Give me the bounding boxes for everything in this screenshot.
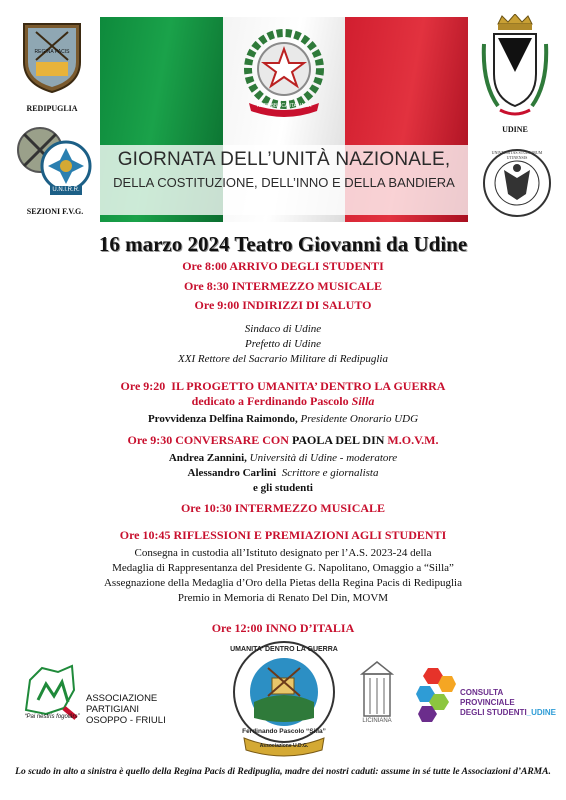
coat-of-arms-icon: [480, 14, 550, 122]
conversare-guest: PAOLA DEL DIN: [291, 433, 388, 447]
osoppo-map-icon: [20, 660, 80, 720]
progetto-speaker-name: Provvidenza Delfina Raimondo,: [147, 413, 298, 425]
program-inno: Ore 12:00 INNO D’ITALIA: [211, 621, 355, 635]
consulta-logo: [416, 666, 558, 728]
osoppo-logo: [20, 660, 170, 728]
udine-coat-of-arms-logo: [480, 14, 550, 122]
liciniana-logo: [360, 660, 394, 728]
banner-title-line1: GIORNATA DELL’UNITÀ NAZIONALE,: [117, 149, 451, 170]
udg-seal-icon: [230, 638, 338, 758]
consulta-hexagons-icon: [416, 666, 456, 722]
redipuglia-caption: REDIPUGLIA: [26, 104, 78, 113]
sezioni-medals-logo: [10, 120, 98, 204]
udine-caption: UDINE: [502, 125, 528, 134]
progetto-title: IL PROGETTO UMANITA’ DENTRO LA GUERRA: [171, 379, 446, 393]
conversare-panelist-2: [0, 466, 566, 481]
unirr-text: U.N.I.R.R.: [52, 187, 80, 193]
redipuglia-shield-logo: [22, 22, 82, 94]
event-date-venue: 16 marzo 2024 Teatro Giovanni da Udine: [98, 232, 468, 256]
udg-arc-bottom: Ferdinando Pascolo “Silla”: [242, 728, 326, 735]
conversare-honor: M.O.V.M.: [387, 433, 439, 447]
emblem-ribbon-text: REPUBBLICA ITALIANA: [256, 103, 312, 109]
conversare-prefix: Ore 9:30 CONVERSARE CON: [127, 433, 292, 447]
udg-association-logo: [230, 638, 338, 758]
liciniana-text: LICINIANA: [362, 718, 392, 724]
riflessioni-line-4: Premio in Memoria di Renato Del Din, MOVM: [177, 592, 389, 604]
conversare-students: e gli studenti: [253, 482, 313, 494]
progetto-speaker-role: Presidente Onorario UDG: [300, 413, 419, 425]
consulta-line-2: DEGLI STUDENTI: [460, 708, 527, 717]
consulta-name: [460, 688, 558, 718]
conversare-panelist-1: [0, 451, 566, 466]
riflessioni-line-1: Consegna in custodia all’Istituto designato per l’A.S. 2023-24 della: [134, 547, 432, 559]
riflessioni-line-3: Assegnazione della Medaglia d’Oro della Pietas della Regina Pacis di Redipuglia: [103, 577, 462, 589]
panelist-1-role: Università di Udine - moderatore: [249, 452, 398, 464]
saluto-speaker-2: Prefetto di Udine: [245, 338, 321, 350]
udg-arc-top: UMANITA’ DENTRO LA GUERRA: [230, 646, 338, 653]
osoppo-name-line-1: ASSOCIAZIONE: [86, 693, 158, 704]
panelist-2-role: Scrittore e giornalista: [281, 467, 379, 479]
osoppo-name-line-3: OSOPPO - FRIULI: [86, 715, 166, 726]
program-saluto: Ore 9:00 INDIRIZZI DI SALUTO: [194, 298, 372, 312]
panelist-1-name: Andrea Zannini,: [168, 452, 247, 464]
panelist-2-name: Alessandro Carlini: [187, 467, 277, 479]
building-icon: [360, 660, 394, 718]
osoppo-name: [86, 693, 166, 726]
program-intermezzo-1: Ore 8:30 INTERMEZZO MUSICALE: [183, 279, 383, 293]
university-seal-logo: [482, 148, 552, 218]
program-intermezzo-2: Ore 10:30 INTERMEZZO MUSICALE: [180, 501, 386, 515]
osoppo-motto: “Pai nestris fogolârs”: [24, 714, 80, 720]
sezioni-caption: SEZIONI F.V.G.: [26, 207, 84, 216]
redipuglia-shield-text: REGINA PACIS: [34, 49, 70, 55]
shield-icon: [22, 22, 82, 94]
saluto-speaker-3: XXI Rettore del Sacrario Militare di Redipuglia: [178, 353, 388, 365]
program-conversare: [0, 433, 566, 448]
progetto-time: Ore 9:20: [120, 379, 166, 393]
program-progetto: [0, 379, 566, 394]
consulta-line-2-suffix: _UDINE: [526, 708, 557, 717]
osoppo-name-line-2: PARTIGIANI: [86, 704, 139, 715]
progetto-dedica-nick: Silla: [351, 394, 375, 408]
university-seal-text: UNIVERSITAS STUDIORUM UTINENSIS: [491, 150, 543, 160]
consulta-line-1: CONSULTA PROVINCIALE: [460, 688, 515, 707]
udg-ribbon-text: Associazione U.D.G.: [259, 743, 309, 749]
saluto-speaker-1: Sindaco di Udine: [244, 323, 322, 335]
footer-note: Lo scudo in alto a sinistra è quello della Regina Pacis di Redipuglia, madre dei nostri caduti: assume in sé tutte le Associazioni d’ARMA.: [15, 767, 551, 777]
program-arrivo: Ore 8:00 ARRIVO DEGLI STUDENTI: [182, 259, 384, 273]
banner-title-line2: DELLA COSTITUZIONE, DELL’INNO E DELLA BANDIERA: [113, 175, 455, 190]
progetto-speaker: [0, 413, 566, 425]
progetto-dedica: [0, 394, 566, 409]
program-riflessioni: Ore 10:45 RIFLESSIONI E PREMIAZIONI AGLI STUDENTI: [119, 528, 447, 542]
riflessioni-line-2: Medaglia di Rappresentanza del Presidente G. Napolitano, Omaggio a “Silla”: [112, 562, 454, 574]
progetto-dedica-text: dedicato a Ferdinando Pascolo: [191, 394, 352, 408]
tricolor-banner: [100, 17, 468, 222]
